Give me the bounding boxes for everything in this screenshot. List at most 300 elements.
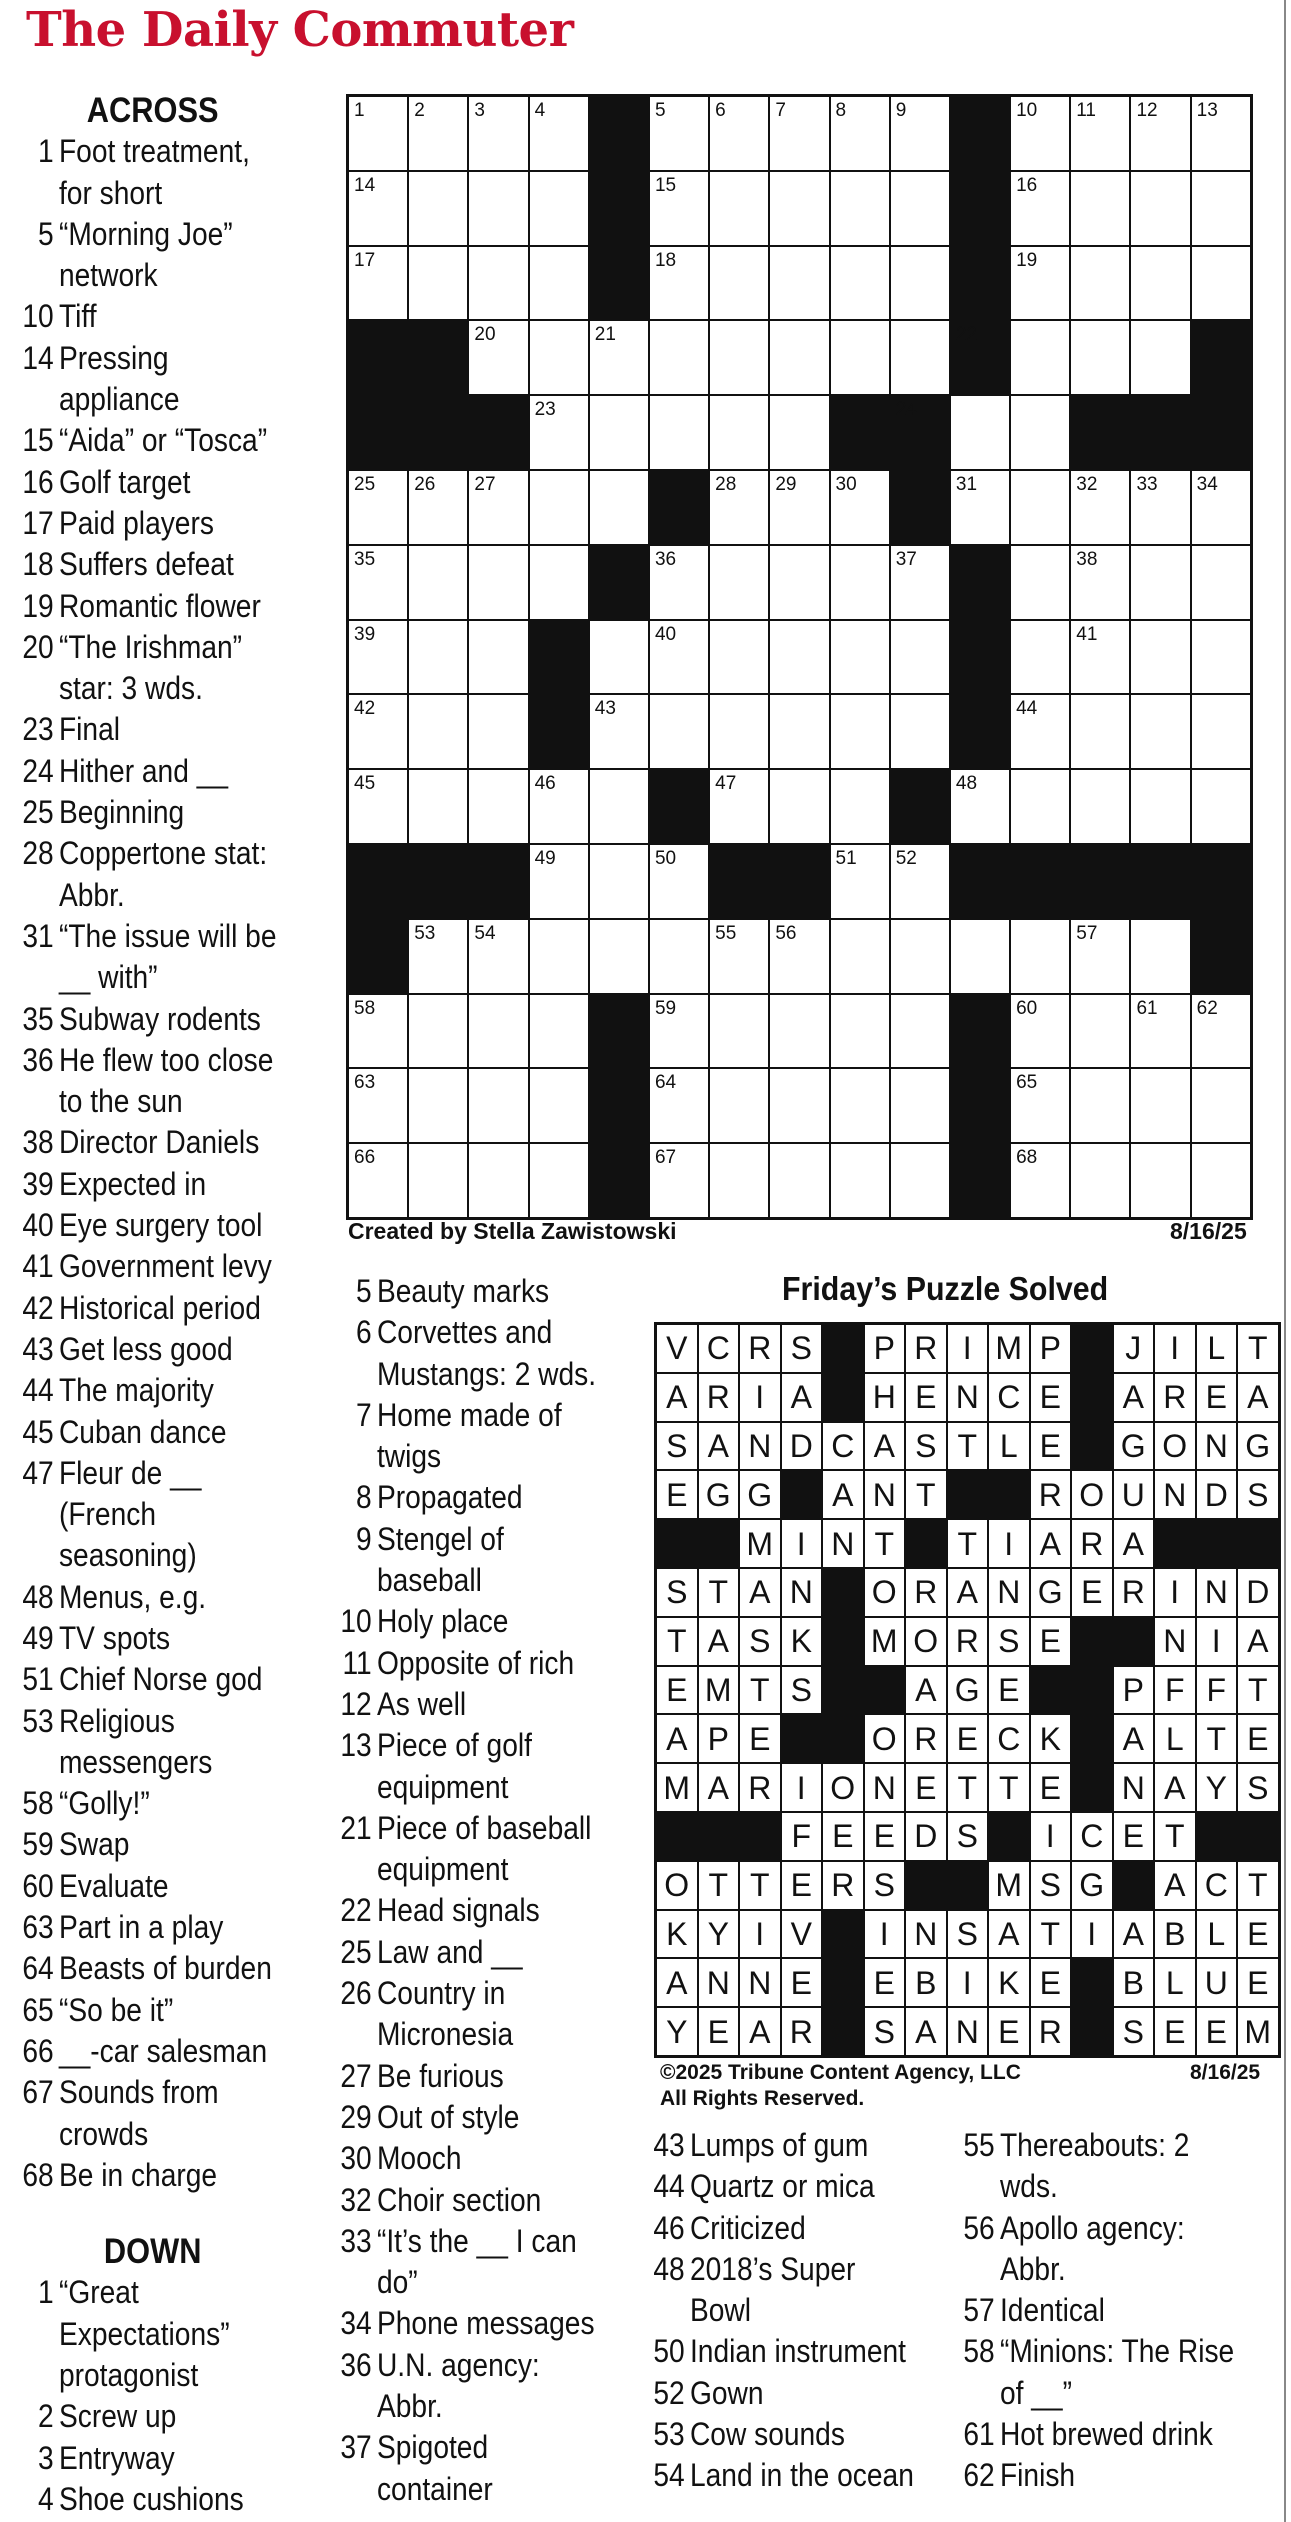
grid-cell[interactable] (769, 320, 829, 395)
grid-cell[interactable] (709, 769, 769, 844)
grid-cell[interactable] (1191, 171, 1251, 246)
grid-cell[interactable] (468, 545, 528, 620)
grid-cell[interactable] (1010, 320, 1070, 395)
grid-cell[interactable] (348, 246, 408, 321)
solution-letter: I (864, 1910, 906, 1959)
grid-cell[interactable] (1191, 620, 1251, 695)
grid-cell[interactable] (1191, 545, 1251, 620)
grid-block (950, 1068, 1010, 1143)
solution-block (1196, 1519, 1238, 1568)
grid-cell[interactable] (830, 620, 890, 695)
grid-cell[interactable] (1130, 620, 1190, 695)
clue-item (340, 1271, 596, 1312)
clue-number: 9 (356, 1520, 372, 1557)
grid-cell[interactable] (890, 919, 950, 994)
grid-cell[interactable] (769, 769, 829, 844)
grid-cell[interactable] (1191, 1068, 1251, 1143)
grid-cell[interactable] (649, 994, 709, 1069)
clue-item (22, 751, 283, 792)
clue-number: 44 (653, 2168, 685, 2205)
grid-cell[interactable] (589, 919, 649, 994)
clue-item (22, 503, 283, 544)
grid-cell[interactable] (709, 994, 769, 1069)
grid-cell[interactable] (649, 246, 709, 321)
grid-cell[interactable] (769, 171, 829, 246)
grid-cell[interactable] (830, 769, 890, 844)
grid-cell[interactable] (1010, 171, 1070, 246)
solution-block (1071, 1373, 1113, 1422)
crossword-grid[interactable] (346, 94, 1253, 1220)
clue-item (22, 1618, 283, 1659)
clue-text: Lumps of gum (689, 2127, 869, 2163)
grid-block (1070, 395, 1130, 470)
grid-cell[interactable] (468, 994, 528, 1069)
grid-cell[interactable] (1130, 919, 1190, 994)
grid-cell[interactable] (589, 620, 649, 695)
grid-cell[interactable] (649, 694, 709, 769)
grid-cell[interactable] (468, 246, 528, 321)
grid-cell[interactable] (468, 769, 528, 844)
grid-cell[interactable] (830, 1068, 890, 1143)
clue-number: 58 (963, 2333, 995, 2370)
clue-text: Part in a play (58, 1909, 224, 1946)
grid-cell[interactable] (529, 395, 589, 470)
clue-text: Opposite of rich (376, 1644, 575, 1681)
grid-cell[interactable] (709, 919, 769, 994)
clue-text: Hither and __ (58, 752, 229, 789)
grid-cell[interactable] (1130, 320, 1190, 395)
grid-cell[interactable] (890, 320, 950, 395)
grid-cell[interactable] (468, 1143, 528, 1218)
clue-item (22, 709, 283, 750)
grid-cell[interactable] (348, 96, 408, 171)
solution-letter: S (1237, 1763, 1279, 1812)
grid-block (589, 545, 649, 620)
cell-number: 17 (354, 249, 376, 271)
solution-letter: S (1113, 2007, 1155, 2056)
grid-cell[interactable] (830, 470, 890, 545)
grid-cell[interactable] (589, 320, 649, 395)
grid-cell[interactable] (348, 694, 408, 769)
grid-cell[interactable] (529, 1143, 589, 1218)
grid-cell[interactable] (830, 994, 890, 1069)
solution-letter: A (656, 1958, 698, 2007)
grid-cell[interactable] (1070, 545, 1130, 620)
grid-cell[interactable] (468, 1068, 528, 1143)
grid-cell[interactable] (830, 320, 890, 395)
clue-number: 59 (22, 1826, 54, 1863)
clue-number: 48 (653, 2250, 685, 2287)
clue-item (22, 792, 283, 833)
clue-text: Swap (58, 1826, 130, 1863)
cell-number: 30 (835, 473, 857, 495)
grid-cell[interactable] (1070, 620, 1130, 695)
grid-cell[interactable] (1070, 470, 1130, 545)
grid-cell[interactable] (830, 246, 890, 321)
solution-block (1113, 1861, 1155, 1910)
grid-cell[interactable] (769, 545, 829, 620)
grid-cell[interactable] (830, 919, 890, 994)
grid-cell[interactable] (1130, 994, 1190, 1069)
grid-cell[interactable] (890, 1143, 950, 1218)
clue-number: 19 (22, 587, 54, 624)
solution-letter: E (698, 2007, 740, 2056)
solution-letter: K (988, 1958, 1030, 2007)
grid-cell[interactable] (649, 545, 709, 620)
grid-cell[interactable] (348, 1068, 408, 1143)
grid-cell[interactable] (769, 994, 829, 1069)
grid-block (529, 620, 589, 695)
grid-cell[interactable] (709, 470, 769, 545)
solution-letter: E (1030, 1763, 1072, 1812)
grid-cell[interactable] (950, 470, 1010, 545)
grid-cell[interactable] (1130, 246, 1190, 321)
solution-letter: I (1071, 1910, 1113, 1959)
grid-cell[interactable] (890, 1068, 950, 1143)
grid-cell[interactable] (1010, 395, 1070, 470)
cell-number: 32 (1076, 473, 1098, 495)
grid-cell[interactable] (769, 919, 829, 994)
clue-number: 7 (356, 1396, 372, 1433)
grid-cell[interactable] (709, 694, 769, 769)
cell-number: 13 (1196, 100, 1218, 121)
grid-cell[interactable] (468, 620, 528, 695)
clue-number: 13 (340, 1727, 372, 1764)
grid-cell[interactable] (408, 96, 468, 171)
solution-letter: A (822, 1470, 864, 1519)
grid-cell[interactable] (649, 1143, 709, 1218)
clue-number: 35 (22, 1000, 54, 1037)
grid-cell[interactable] (1191, 694, 1251, 769)
grid-cell[interactable] (890, 96, 950, 171)
grid-cell[interactable] (890, 246, 950, 321)
grid-cell[interactable] (950, 395, 1010, 470)
publication-title: The Daily Commuter (26, 2, 574, 58)
column-divider (1284, 0, 1286, 2522)
grid-cell[interactable] (529, 171, 589, 246)
grid-cell[interactable] (649, 844, 709, 919)
grid-cell[interactable] (769, 246, 829, 321)
solution-letter: N (739, 1422, 781, 1471)
solution-letter: A (1154, 1861, 1196, 1910)
grid-cell[interactable] (830, 694, 890, 769)
grid-cell[interactable] (1130, 1068, 1190, 1143)
grid-cell[interactable] (468, 320, 528, 395)
clue-item (340, 1519, 596, 1602)
grid-cell[interactable] (1070, 994, 1130, 1069)
grid-cell[interactable] (408, 620, 468, 695)
solution-letter: E (1237, 1910, 1279, 1959)
grid-cell[interactable] (709, 395, 769, 470)
grid-block (709, 844, 769, 919)
clue-number: 37 (340, 2429, 372, 2466)
grid-cell[interactable] (1010, 694, 1070, 769)
grid-block (1070, 844, 1130, 919)
grid-cell[interactable] (529, 96, 589, 171)
solution-block (822, 1617, 864, 1666)
grid-cell[interactable] (769, 1068, 829, 1143)
grid-cell[interactable] (890, 620, 950, 695)
grid-cell[interactable] (348, 620, 408, 695)
grid-cell[interactable] (408, 470, 468, 545)
clue-number: 15 (22, 422, 54, 459)
grid-block (589, 171, 649, 246)
solution-letter: N (1154, 1470, 1196, 1519)
cell-number: 64 (654, 1072, 677, 1094)
clue-number: 48 (22, 1578, 54, 1615)
grid-cell[interactable] (529, 769, 589, 844)
grid-cell[interactable] (468, 694, 528, 769)
grid-cell[interactable] (1070, 769, 1130, 844)
grid-cell[interactable] (1010, 246, 1070, 321)
grid-cell[interactable] (1010, 620, 1070, 695)
cell-number: 49 (534, 847, 556, 869)
grid-cell[interactable] (1010, 1143, 1070, 1218)
grid-cell[interactable] (1070, 919, 1130, 994)
clue-number: 24 (22, 752, 54, 789)
solution-block (822, 1373, 864, 1422)
grid-cell[interactable] (1130, 694, 1190, 769)
grid-cell[interactable] (529, 320, 589, 395)
clue-number: 25 (340, 1933, 372, 1970)
solution-letter: G (1113, 1422, 1155, 1471)
clue-text: Piece of baseball equipment (376, 1809, 592, 1888)
grid-cell[interactable] (408, 919, 468, 994)
clue-text: Foot treatment, for short (58, 133, 250, 211)
grid-cell[interactable] (709, 545, 769, 620)
grid-cell[interactable] (649, 919, 709, 994)
clue-number: 22 (340, 1892, 372, 1929)
cell-number: 26 (414, 473, 436, 495)
grid-cell[interactable] (1010, 994, 1070, 1069)
clue-text: Quartz or mica (689, 2168, 875, 2205)
grid-cell[interactable] (1010, 769, 1070, 844)
grid-block (1191, 844, 1251, 919)
grid-cell[interactable] (649, 171, 709, 246)
grid-cell[interactable] (589, 769, 649, 844)
grid-cell[interactable] (589, 844, 649, 919)
solution-letter: L (1154, 1714, 1196, 1763)
grid-cell[interactable] (1130, 171, 1190, 246)
grid-cell[interactable] (890, 994, 950, 1069)
grid-cell[interactable] (649, 620, 709, 695)
grid-cell[interactable] (830, 96, 890, 171)
grid-cell[interactable] (1070, 96, 1130, 171)
solution-letter: U (1196, 1958, 1238, 2007)
grid-cell[interactable] (769, 96, 829, 171)
cell-number: 62 (1196, 997, 1218, 1019)
grid-cell[interactable] (1010, 1068, 1070, 1143)
grid-cell[interactable] (1070, 171, 1130, 246)
grid-cell[interactable] (589, 395, 649, 470)
grid-cell[interactable] (830, 171, 890, 246)
grid-cell[interactable] (649, 320, 709, 395)
clue-item (340, 1890, 596, 1931)
cell-number: 59 (654, 997, 677, 1019)
clue-number: 62 (963, 2457, 995, 2494)
grid-cell[interactable] (529, 246, 589, 321)
grid-cell[interactable] (649, 1068, 709, 1143)
solution-letter: C (1196, 1861, 1238, 1910)
grid-cell[interactable] (769, 395, 829, 470)
grid-cell[interactable] (1070, 320, 1130, 395)
clue-text: Screw up (58, 2398, 177, 2435)
clue-text: Stengel of baseball (376, 1520, 504, 1599)
grid-cell[interactable] (1191, 769, 1251, 844)
grid-cell[interactable] (1010, 545, 1070, 620)
grid-cell[interactable] (830, 545, 890, 620)
grid-cell[interactable] (348, 994, 408, 1069)
clue-item (340, 2097, 596, 2138)
grid-cell[interactable] (408, 694, 468, 769)
grid-block (890, 395, 950, 470)
cell-number: 37 (895, 548, 917, 570)
grid-cell[interactable] (1070, 1068, 1130, 1143)
clue-text: U.N. agency: Abbr. (376, 2346, 540, 2425)
grid-cell[interactable] (348, 171, 408, 246)
grid-cell[interactable] (408, 1068, 468, 1143)
grid-cell[interactable] (769, 620, 829, 695)
clue-text: Paid players (58, 504, 214, 541)
grid-cell[interactable] (1070, 246, 1130, 321)
grid-cell[interactable] (709, 1068, 769, 1143)
clue-item (22, 1948, 283, 1989)
grid-cell[interactable] (529, 1068, 589, 1143)
grid-cell[interactable] (529, 919, 589, 994)
clue-item (22, 2396, 283, 2437)
grid-cell[interactable] (709, 171, 769, 246)
grid-cell[interactable] (709, 1143, 769, 1218)
solution-letter: N (1113, 1763, 1155, 1812)
cell-number: 8 (835, 100, 847, 121)
grid-cell[interactable] (950, 769, 1010, 844)
grid-cell[interactable] (709, 620, 769, 695)
grid-cell[interactable] (529, 470, 589, 545)
clue-item (22, 627, 283, 710)
solution-letter: E (781, 1958, 823, 2007)
grid-cell[interactable] (1010, 470, 1070, 545)
clue-item (653, 2249, 918, 2332)
solution-letter: A (905, 1666, 947, 1715)
clue-item (340, 2056, 596, 2097)
solution-letter: G (739, 1470, 781, 1519)
solution-letter: R (947, 1617, 989, 1666)
grid-cell[interactable] (529, 844, 589, 919)
solution-letter: P (1030, 1324, 1072, 1373)
grid-cell[interactable] (1130, 470, 1190, 545)
grid-cell[interactable] (649, 395, 709, 470)
cell-number: 9 (895, 100, 907, 121)
grid-cell[interactable] (1070, 694, 1130, 769)
grid-cell[interactable] (408, 171, 468, 246)
grid-cell[interactable] (890, 545, 950, 620)
grid-cell[interactable] (408, 246, 468, 321)
clue-number: 49 (22, 1619, 54, 1656)
grid-cell[interactable] (1130, 545, 1190, 620)
grid-cell[interactable] (408, 1143, 468, 1218)
grid-cell[interactable] (890, 171, 950, 246)
clue-item (22, 1701, 283, 1784)
clue-item (340, 1684, 596, 1725)
grid-cell[interactable] (348, 470, 408, 545)
solution-letter: M (988, 1324, 1030, 1373)
clue-item (22, 1783, 283, 1824)
solution-letter: A (698, 1422, 740, 1471)
grid-cell[interactable] (1191, 96, 1251, 171)
grid-cell[interactable] (709, 246, 769, 321)
grid-cell[interactable] (1010, 96, 1070, 171)
grid-cell[interactable] (1010, 919, 1070, 994)
grid-cell[interactable] (529, 994, 589, 1069)
grid-cell[interactable] (950, 919, 1010, 994)
solution-letter: R (905, 1714, 947, 1763)
cell-number: 38 (1076, 548, 1098, 570)
solution-letter: T (1030, 1910, 1072, 1959)
grid-cell[interactable] (348, 769, 408, 844)
clue-number: 10 (22, 298, 54, 335)
clue-item (22, 1659, 283, 1700)
grid-cell[interactable] (589, 694, 649, 769)
grid-cell[interactable] (769, 694, 829, 769)
grid-cell[interactable] (890, 694, 950, 769)
solution-letter: O (864, 1714, 906, 1763)
grid-cell[interactable] (348, 545, 408, 620)
grid-cell[interactable] (649, 96, 709, 171)
grid-cell[interactable] (1130, 1143, 1190, 1218)
solution-block (988, 1470, 1030, 1519)
clue-text: Criticized (689, 2209, 806, 2246)
grid-cell[interactable] (348, 1143, 408, 1218)
grid-cell[interactable] (468, 171, 528, 246)
grid-cell[interactable] (830, 844, 890, 919)
grid-cell[interactable] (408, 994, 468, 1069)
grid-cell[interactable] (468, 96, 528, 171)
grid-cell[interactable] (589, 470, 649, 545)
grid-cell[interactable] (529, 545, 589, 620)
grid-cell[interactable] (468, 919, 528, 994)
grid-block (1010, 844, 1070, 919)
grid-cell[interactable] (830, 1143, 890, 1218)
solution-letter: R (1071, 1519, 1113, 1568)
grid-cell[interactable] (408, 545, 468, 620)
grid-cell[interactable] (408, 769, 468, 844)
clue-number: 53 (22, 1702, 54, 1739)
clue-text: Director Daniels (58, 1124, 260, 1161)
grid-cell[interactable] (468, 470, 528, 545)
grid-cell[interactable] (1191, 470, 1251, 545)
grid-cell[interactable] (769, 470, 829, 545)
grid-cell[interactable] (1070, 1143, 1130, 1218)
grid-cell[interactable] (769, 1143, 829, 1218)
grid-cell[interactable] (1191, 994, 1251, 1069)
solution-letter: I (947, 1958, 989, 2007)
grid-cell[interactable] (1130, 769, 1190, 844)
grid-cell[interactable] (890, 844, 950, 919)
grid-cell[interactable] (1130, 96, 1190, 171)
grid-cell[interactable] (1191, 246, 1251, 321)
solution-letter: T (947, 1763, 989, 1812)
grid-cell[interactable] (709, 320, 769, 395)
clue-number: 14 (22, 339, 54, 376)
solution-letter: T (656, 1617, 698, 1666)
grid-block (408, 395, 468, 470)
grid-cell[interactable] (1191, 1143, 1251, 1218)
grid-cell[interactable] (709, 96, 769, 171)
clue-text: Head signals (376, 1892, 540, 1929)
grid-block (1130, 395, 1190, 470)
clue-number: 46 (653, 2209, 685, 2246)
solution-block (905, 1519, 947, 1568)
